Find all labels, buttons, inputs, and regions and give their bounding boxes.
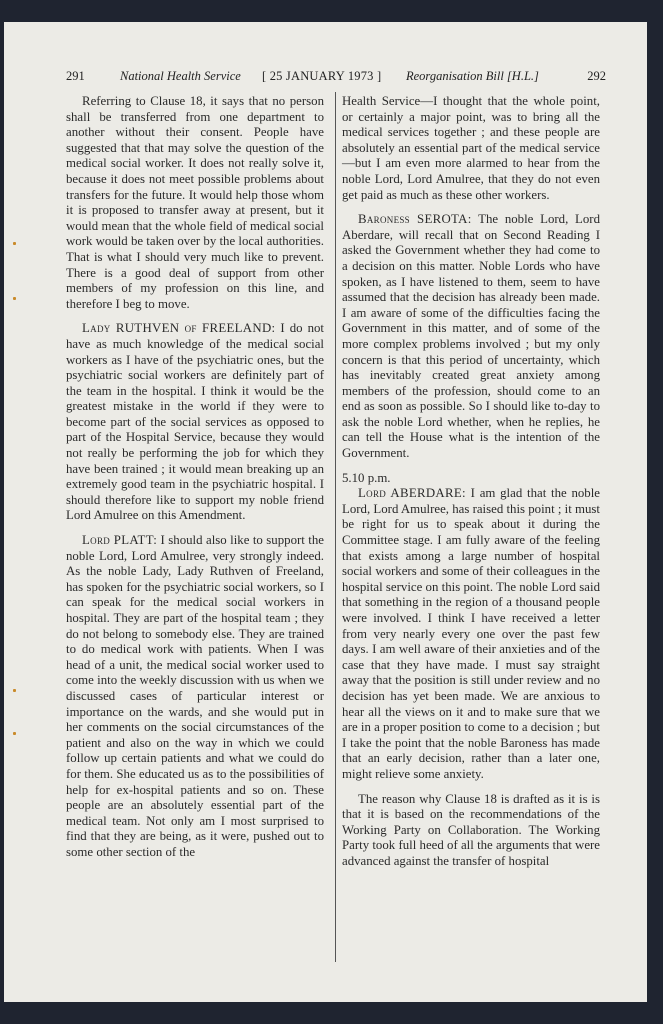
- paragraph: Lord ABERDARE: I am glad that the noble Lord, Lord Amulree, has raised this point ; it must be right for us to speak about it during the Committee stage. I am fully aware of the feeling that exists among a large number of hospital social workers and some of their colleagues in the hospital service on this point. The noble Lord said that something in the region of a thousand people were involved. I think I have received a letter from very nearly every one over the past few days. I am well aware of their anxieties and of the case that they have made. I must say straight away that the position is still under review and no decision has yet been made. We are anxious to hear all the views on it and to make sure that we are in a proper position to come to a decision ; but I take the point that the noble Baroness has made that an early decision, rather than a later one, might relieve some anxiety.: [342, 486, 601, 781]
- paragraph: Health Service—I thought that the whole point, or certainly a major point, was to bring all the medical services together ; and these people are absolutely an essential part of the medical service—but I am even more alarmed to hear from the noble Lord, Lord Amulree, that they do not even get paid as much as these other workers.: [342, 94, 600, 202]
- margin-mark: [13, 732, 16, 735]
- margin-mark: [13, 297, 16, 300]
- speaker-name: Baroness SEROTA:: [358, 212, 472, 227]
- timestamp: 5.10 p.m.: [342, 470, 391, 485]
- paragraph: Referring to Clause 18, it says that no person shall be transferred from one department to another without their consent. People have suggested that that may solve the question of the medical social worker. It does not really solve it, because it does not meet possible problems about transfers for the future. It would help those whom it is proposed to transfer away at present, but it would mean that the whole field of medical social work would be taken over by the local authorities. That is what I should very much like to prevent. There is a good deal of support from other members of my profession on this line, and therefore I beg to move.: [66, 94, 324, 311]
- right-page-number: 292: [587, 69, 606, 83]
- speaker-name: Lord PLATT:: [82, 533, 158, 548]
- speaker-name: Lady RUTHVEN of FREELAND:: [82, 321, 276, 336]
- paragraph: The reason why Clause 18 is drafted as it is is that it is based on the recommendations of the Working Party on Collaboration. The Working Party took full heed of all the arguments that were advanced against the transfer of hospital: [342, 791, 600, 868]
- paragraph: Lady RUTHVEN of FREELAND: I do not have as much knowledge of the medical social workers as I have of the psychiatric ones, but the psychiatric social workers are definitely part of the team in the hospital. I think it would be the greatest mistake in the world if they were to become part of the social services as opposed to part of the Hospital Service, because they would not really be performing the job for which they have been trained ; it would mean breaking up an extremely good team in the psychiatric hospital. I should therefore like to support my noble friend Lord Amulree on this Amendment.: [66, 321, 324, 523]
- left-page-number: 291: [66, 69, 85, 83]
- right-running-title: Reorganisation Bill [H.L.]: [406, 69, 539, 83]
- left-column: [66, 94, 324, 870]
- margin-mark: [13, 689, 16, 692]
- left-running-title: National Health Service: [120, 69, 241, 83]
- right-column: [342, 94, 600, 879]
- running-header: [66, 69, 606, 85]
- paragraph: Baroness SEROTA: The noble Lord, Lord Aberdare, will recall that on Second Reading I asked the Government whether they had come to a decision on this matter. Noble Lords who have spoken, as I have listened to them, seem to have assumed that the decision has already been made. I am aware of some of the difficulties facing the Government in this matter, and of some of the more complex problems involved ; but my only concern is that this period of uncertainty, which has inevitably created great anxiety among members of the profession, should come to an end as soon as possible. So I should like to-day to ask the noble Lord whether, when he replies, he can tell the House what is the intention of the Government.: [342, 212, 600, 461]
- column-divider: [335, 92, 336, 962]
- speaker-name: Lord ABERDARE:: [358, 486, 466, 501]
- margin-mark: [13, 242, 16, 245]
- document-page: [4, 22, 647, 1002]
- paragraph: Lord PLATT: I should also like to support the noble Lord, Lord Amulree, very strongly indeed. As the noble Lady, Lady Ruthven of Freeland, has spoken for the psychiatric social workers, so I can speak for the medical social workers in hospital. They are part of the hospital team ; they do not belong to somebody else. They are trained to do medical work with patients. When I was head of a unit, the medical social worker used to come into the weekly discussion with us when we discussed cases of particular interest or importance on the wards, and she would put in her comments on the social circumstances of the patient and also on the way in which we could follow up certain patients and what we could do for them. She educated us as to the possibilities of help for ex-hospital patients and so on. These people are an absolutely essential part of the medical team. Not only am I most surprised to find that they are being, as it were, pushed out to some other section of the: [66, 533, 324, 859]
- header-date: [ 25 JANUARY 1973 ]: [262, 69, 382, 83]
